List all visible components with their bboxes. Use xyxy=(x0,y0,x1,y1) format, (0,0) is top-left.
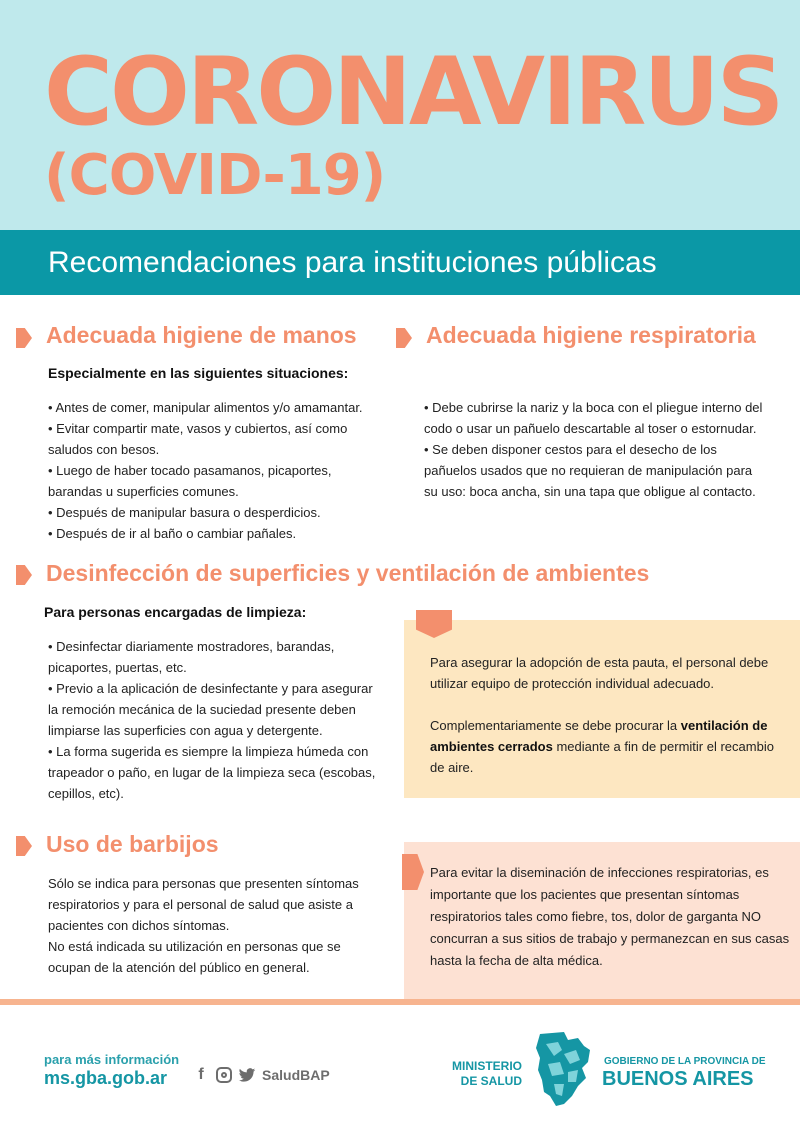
ministry-name xyxy=(428,1059,522,1089)
masks-text-1: Sólo se indica para personas que presenten síntomas respiratorios y para el personal de salud que asiste a pacientes con dichos síntomas. xyxy=(48,876,359,933)
hand-hygiene-subheading: Especialmente en las siguientes situaciones: xyxy=(48,365,349,381)
government-label: GOBIERNO DE LA PROVINCIA DE xyxy=(604,1056,766,1067)
province-name: BUENOS AIRES xyxy=(602,1068,754,1090)
list-item: • Después de ir al baño o cambiar pañales. xyxy=(48,526,297,541)
footer-divider xyxy=(0,999,800,1005)
list-item: • Previo a la aplicación de desinfectante y para asegurar la remoción mecánica de la suciedad presente deben limpiarse las superficies con agua y detergente. xyxy=(48,681,373,738)
ministry-line-2: DE SALUD xyxy=(460,1074,522,1088)
box-tab-icon xyxy=(402,854,424,890)
ventilation-note-c: mediante a fin de permitir el recambio de aire. xyxy=(430,739,774,775)
protection-note-p1: Para asegurar la adopción de esta pauta, el personal debe utilizar equipo de protección individual adecuado. xyxy=(430,655,769,691)
page-subtitle: (COVID-19) xyxy=(44,143,386,208)
list-item: • Evitar compartir mate, vasos y cubiertos, así como saludos con besos. xyxy=(48,421,348,457)
list-item: • Desinfectar diariamente mostradores, barandas, picaportes, puertas, etc. xyxy=(48,639,335,675)
section-marker-icon xyxy=(396,328,412,348)
masks-text-2: No está indicada su utilización en personas que se ocupan de la atención del público en general. xyxy=(48,939,341,975)
list-item: • La forma sugerida es siempre la limpieza húmeda con trapeador o paño, en lugar de la limpieza seca (escobas, cepillos, etc). xyxy=(48,744,376,801)
masks-text xyxy=(48,873,368,978)
heading-hand-hygiene: Adecuada higiene de manos xyxy=(46,322,357,348)
social-links xyxy=(192,1066,330,1084)
social-handle[interactable]: SaludBAP xyxy=(262,1067,330,1083)
ventilation-note xyxy=(430,715,782,778)
more-info-label: para más información xyxy=(44,1052,180,1067)
section-marker-icon xyxy=(16,328,32,348)
protection-note-text xyxy=(430,652,782,778)
symptoms-note-box xyxy=(404,842,800,999)
list-item: • Antes de comer, manipular alimentos y/o amamantar. xyxy=(48,400,363,415)
page-title: CORONAVIRUS xyxy=(44,38,782,147)
twitter-icon[interactable] xyxy=(238,1068,256,1083)
hand-hygiene-list xyxy=(48,397,366,544)
facebook-icon[interactable]: f xyxy=(198,1066,204,1083)
list-item: • Debe cubrirse la nariz y la boca con el pliegue interno del codo o usar un pañuelo descartable al toser o estornudar. xyxy=(424,400,763,436)
list-item: • Después de manipular basura o desperdicios. xyxy=(48,505,321,520)
instagram-icon[interactable] xyxy=(216,1067,232,1083)
disinfection-list xyxy=(48,636,378,804)
box-tab-icon xyxy=(416,610,452,638)
heading-masks: Uso de barbijos xyxy=(46,831,219,857)
band-text: Recomendaciones para instituciones públicas xyxy=(48,246,657,279)
list-item: • Se deben disponer cestos para el desecho de los pañuelos usados que no requieran de manipulación para su uso: boca ancha, sin una tapa que obligue al contacto. xyxy=(424,442,756,499)
disinfection-subheading: Para personas encargadas de limpieza: xyxy=(44,604,307,620)
heading-respiratory-hygiene: Adecuada higiene respiratoria xyxy=(426,322,756,348)
website-link[interactable]: ms.gba.gob.ar xyxy=(44,1068,168,1088)
ventilation-note-bold: ventilación de ambientes cerrados xyxy=(430,718,768,754)
ministry-line-1: MINISTERIO xyxy=(451,1059,522,1073)
respiratory-hygiene-list xyxy=(424,397,764,502)
section-marker-icon xyxy=(16,565,32,585)
protection-note-box xyxy=(404,620,800,798)
symptoms-note-text: Para evitar la diseminación de infecciones respiratorias, es importante que los pacientes que presentan síntomas respiratorios tales como fiebre, tos, dolor de garganta NO concurran a sus sitios de trabajo y permanezcan en sus casas hasta la fecha de alta médica. xyxy=(430,865,790,968)
section-marker-icon xyxy=(16,836,32,856)
list-item: • Luego de haber tocado pasamanos, picaportes, barandas u superficies comunes. xyxy=(48,463,332,499)
province-map-logo-icon xyxy=(534,1030,592,1108)
heading-disinfection: Desinfección de superficies y ventilación de ambientes xyxy=(46,560,650,586)
ventilation-note-a: Complementariamente se debe procurar la xyxy=(430,718,681,733)
